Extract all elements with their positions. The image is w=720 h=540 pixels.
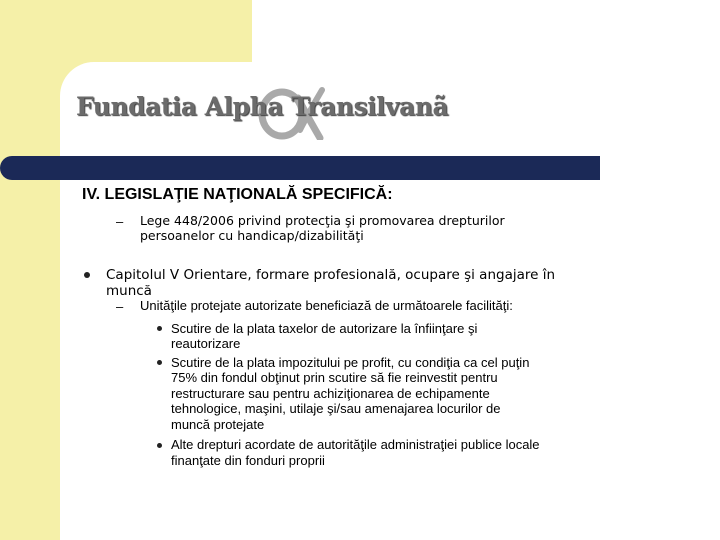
- point-line: restructurare sau pentru achiziţionarea de echipamente: [171, 386, 490, 401]
- bullet-marker: [157, 443, 162, 448]
- point-line: 75% din fondul obţinut prin scutire să fie reinvestit pentru: [171, 370, 498, 385]
- point-line: reautorizare: [171, 336, 241, 351]
- dash-marker: –: [116, 214, 124, 229]
- bullet-marker: [157, 360, 162, 365]
- item-line: muncă: [106, 283, 152, 299]
- section-heading: IV. LEGISLAŢIE NAŢIONALĂ SPECIFICĂ:: [82, 186, 393, 203]
- point-line: tehnologice, maşini, utilaje şi/sau amenajarea locurilor de: [171, 401, 501, 416]
- point-line: Alte drepturi acordate de autorităţile administraţiei publice locale: [171, 437, 540, 452]
- header-band: [0, 156, 600, 180]
- item-line: Lege 448/2006 privind protecţia şi promovarea drepturilor: [140, 213, 505, 228]
- item-line: persoanelor cu handicap/dizabilităţi: [140, 228, 364, 243]
- sub-text: Unităţile protejate autorizate beneficiază de următoarele facilităţi:: [140, 298, 513, 313]
- logo: [76, 80, 449, 140]
- dash-marker: –: [116, 299, 124, 314]
- point-line: Scutire de la plata taxelor de autorizare la înfiinţare şi: [171, 321, 478, 336]
- bullet-marker: [157, 326, 162, 331]
- item-line: Capitolul V Orientare, formare profesională, ocupare şi angajare în: [106, 267, 556, 283]
- bullet-marker: [84, 272, 90, 278]
- point-line: muncă protejate: [171, 417, 265, 432]
- logo-text: Fundatia Alpha Transilvanã: [76, 92, 449, 121]
- point-line: finanţate din fonduri proprii: [171, 453, 325, 468]
- point-line: Scutire de la plata impozitului pe profit, cu condiţia ca cel puţin: [171, 355, 530, 370]
